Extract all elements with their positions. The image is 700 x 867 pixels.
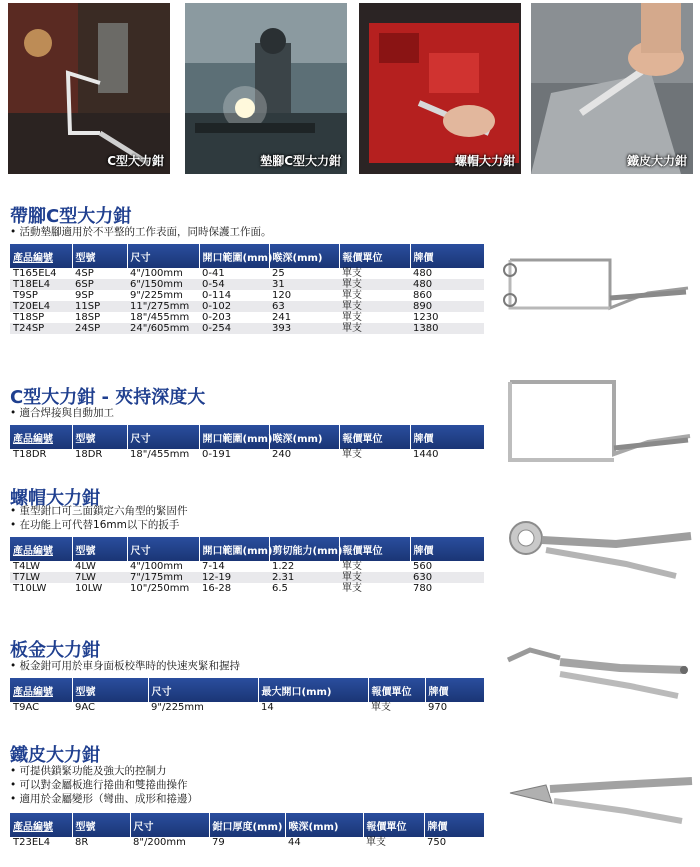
table-cell: 6.5: [272, 583, 288, 594]
column-header: 尺寸: [127, 244, 199, 268]
table-cell: 240: [272, 449, 292, 460]
table-cell: 1230: [413, 312, 439, 323]
table-cell: T24SP: [10, 323, 72, 334]
table-cell: 0-191: [202, 449, 232, 460]
table-cell: 1.22: [272, 561, 295, 572]
table-cell: 480: [413, 268, 433, 279]
workshop-photo-image: [185, 3, 347, 174]
table-cell: 7LW: [72, 572, 127, 583]
spec-table: [10, 813, 484, 848]
column-header: 開口範圍(mm): [199, 425, 269, 449]
sheet-metal-pliers-tool-image: [506, 763, 696, 829]
column-header: 尺寸: [130, 813, 209, 837]
column-header: 牌價: [410, 425, 484, 449]
table-header-row: [10, 537, 484, 561]
table-cell: 120: [272, 290, 292, 301]
spec-table: [10, 678, 484, 713]
table-header-row: [10, 244, 484, 268]
feature-item: • 活動墊腳適用於不平整的工作表面，同時保護工作面。: [10, 225, 272, 239]
table-cell: T4LW: [13, 561, 41, 572]
table-cell: 63: [269, 301, 339, 312]
column-header: 喉深(mm): [285, 813, 363, 837]
table-cell: T10LW: [13, 583, 47, 594]
table-cell: 780: [413, 583, 433, 594]
table-cell: T23EL4: [13, 837, 51, 848]
spec-table: [10, 425, 484, 460]
table-cell: T165EL4: [13, 268, 57, 279]
photo-caption: 鐵皮大力鉗: [626, 154, 687, 168]
column-header: 型號: [72, 813, 130, 837]
table-cell: T7LW: [10, 572, 72, 583]
photo-caption: 墊腳C型大力鉗: [260, 154, 341, 168]
column-header: 最大開口(mm): [258, 678, 368, 702]
column-header: 牌價: [410, 244, 484, 268]
column-header: 牌價: [424, 813, 484, 837]
table-cell: 31: [269, 279, 339, 290]
table-cell: 單支: [366, 837, 386, 848]
table-row: [10, 268, 484, 279]
table-cell: 560: [413, 561, 433, 572]
table-cell: T9AC: [13, 702, 40, 713]
spec-table: [10, 537, 484, 594]
table-cell: 9"/225mm: [151, 702, 204, 713]
table-cell: 860: [413, 290, 433, 301]
column-header: 牌價: [410, 537, 484, 561]
table-cell: 14: [261, 702, 274, 713]
table-cell: 單支: [342, 290, 362, 301]
column-header: 尺寸: [148, 678, 258, 702]
table-row: [10, 449, 484, 460]
table-row: [10, 312, 484, 323]
table-cell: 1380: [410, 323, 484, 334]
column-header: 產品編號: [10, 813, 72, 837]
table-cell: 單支: [339, 279, 410, 290]
column-header: 報價單位: [339, 425, 410, 449]
table-cell: 480: [410, 279, 484, 290]
feature-list: [10, 764, 198, 806]
column-header: 型號: [72, 678, 148, 702]
table-cell: 18DR: [75, 449, 103, 460]
table-cell: 970: [428, 702, 448, 713]
table-cell: 8R: [75, 837, 89, 848]
table-cell: 單支: [371, 702, 391, 713]
table-cell: 0-54: [199, 279, 269, 290]
table-cell: 11"/275mm: [127, 301, 199, 312]
table-cell: 單支: [339, 323, 410, 334]
feature-item: • 板金鉗可用於車身面板校準時的快速夾緊和握持: [10, 659, 240, 673]
table-cell: 630: [410, 572, 484, 583]
table-cell: 7"/175mm: [127, 572, 199, 583]
table-cell: 16-28: [202, 583, 232, 594]
feature-item: • 在功能上可代替16mm以下的扳手: [10, 518, 188, 532]
column-header: 開口範圍(mm): [199, 244, 269, 268]
table-cell: 單支: [342, 268, 362, 279]
column-header: 喉深(mm): [269, 425, 339, 449]
table-cell: 0-41: [202, 268, 225, 279]
column-header: 報價單位: [339, 537, 410, 561]
feature-item: • 可提供鎖緊功能及強大的控制力: [10, 764, 198, 778]
table-cell: 1440: [413, 449, 439, 460]
table-header-row: [10, 813, 484, 837]
table-cell: 4"/100mm: [130, 561, 183, 572]
column-header: 產品編號: [10, 678, 72, 702]
column-header: 型號: [72, 537, 127, 561]
table-cell: 6"/150mm: [127, 279, 199, 290]
feature-list: [10, 406, 114, 420]
table-row: [10, 279, 484, 290]
c-clamp-pad-tool-image: [498, 248, 694, 320]
table-cell: 750: [427, 837, 447, 848]
table-cell: 0-114: [202, 290, 232, 301]
table-cell: 單支: [339, 301, 410, 312]
section-title: 帶腳C型大力鉗: [10, 206, 132, 227]
table-cell: 0-203: [202, 312, 232, 323]
engine-photo-image: [359, 3, 521, 174]
column-header: 牌價: [425, 678, 484, 702]
table-cell: 10"/250mm: [130, 583, 190, 594]
sheet-metal-clamp-tool-image: [500, 640, 694, 704]
table-cell: 25: [272, 268, 285, 279]
feature-list: [10, 504, 188, 532]
feature-item: • 重型鉗口可三面鎖定六角型的緊固件: [10, 504, 188, 518]
feature-list: [10, 659, 240, 673]
column-header: 產品編號: [10, 425, 72, 449]
table-cell: 18"/455mm: [130, 312, 190, 323]
table-cell: 9"/225mm: [130, 290, 183, 301]
table-cell: 79: [212, 837, 225, 848]
photo-nut-locking-pliers: [359, 3, 521, 174]
table-header-row: [10, 425, 484, 449]
table-cell: 12-19: [199, 572, 269, 583]
column-header: 剪切能力(mm): [269, 537, 339, 561]
table-cell: 44: [288, 837, 301, 848]
table-cell: 18"/455mm: [130, 449, 190, 460]
table-cell: 24"/605mm: [127, 323, 199, 334]
spec-table: [10, 244, 484, 334]
photo-caption: C型大力鉗: [107, 154, 164, 168]
table-row: [10, 572, 484, 583]
table-row: [10, 837, 484, 848]
table-cell: 393: [269, 323, 339, 334]
section-title: 鐵皮大力鉗: [10, 745, 100, 766]
nut-locking-pliers-tool-image: [506, 514, 696, 584]
table-cell: 6SP: [72, 279, 127, 290]
table-cell: 18SP: [75, 312, 101, 323]
table-cell: T20EL4: [10, 301, 72, 312]
table-cell: 單支: [342, 312, 362, 323]
table-row: [10, 702, 484, 713]
column-header: 尺寸: [127, 425, 199, 449]
column-header: 尺寸: [127, 537, 199, 561]
column-header: 型號: [72, 244, 127, 268]
table-cell: 0-102: [199, 301, 269, 312]
table-cell: 10LW: [75, 583, 103, 594]
table-cell: 24SP: [72, 323, 127, 334]
table-cell: 4"/100mm: [130, 268, 183, 279]
table-cell: 單支: [342, 449, 362, 460]
table-cell: 8"/200mm: [133, 837, 186, 848]
table-row: [10, 323, 484, 334]
table-cell: T18DR: [13, 449, 47, 460]
table-row: [10, 561, 484, 572]
section-title: 板金大力鉗: [10, 640, 100, 661]
table-header-row: [10, 678, 484, 702]
feature-item: • 適用於金屬變形（彎曲、成形和捲邊）: [10, 792, 198, 806]
column-header: 產品編號: [10, 537, 72, 561]
column-header: 喉深(mm): [269, 244, 339, 268]
table-cell: 單支: [342, 583, 362, 594]
table-cell: 11SP: [72, 301, 127, 312]
photo-caption: 螺帽大力鉗: [454, 154, 515, 168]
photo-sheet-metal-pliers: [531, 3, 693, 174]
feature-item: • 可以對金屬板進行捲曲和雙捲曲操作: [10, 778, 198, 792]
section-title: C型大力鉗 - 夾持深度大: [10, 387, 206, 408]
table-cell: 7-14: [202, 561, 225, 572]
photo-c-clamp: [8, 3, 170, 174]
table-cell: 890: [410, 301, 484, 312]
c-clamp-deep-tool-image: [498, 376, 694, 472]
table-cell: 9SP: [75, 290, 94, 301]
sheet-metal-photo-image: [531, 3, 693, 174]
table-cell: T18SP: [13, 312, 45, 323]
section-title: 螺帽大力鉗: [10, 488, 100, 509]
welding-photo-image: [8, 3, 170, 174]
table-row: [10, 290, 484, 301]
table-cell: 4LW: [75, 561, 96, 572]
table-cell: 241: [272, 312, 292, 323]
table-cell: T9SP: [13, 290, 38, 301]
table-cell: 2.31: [269, 572, 339, 583]
table-cell: 單支: [342, 561, 362, 572]
column-header: 開口範圍(mm): [199, 537, 269, 561]
column-header: 報價單位: [368, 678, 425, 702]
table-cell: 0-254: [199, 323, 269, 334]
column-header: 報價單位: [339, 244, 410, 268]
table-cell: 4SP: [75, 268, 94, 279]
column-header: 報價單位: [363, 813, 424, 837]
column-header: 型號: [72, 425, 127, 449]
table-row: [10, 583, 484, 594]
table-row: [10, 301, 484, 312]
feature-list: [10, 225, 272, 239]
column-header: 產品編號: [10, 244, 72, 268]
table-cell: T18EL4: [10, 279, 72, 290]
column-header: 鉗口厚度(mm): [209, 813, 285, 837]
feature-item: • 適合焊接與自動加工: [10, 406, 114, 420]
table-cell: 單支: [339, 572, 410, 583]
table-cell: 9AC: [75, 702, 96, 713]
photo-pad-c-clamp: [185, 3, 347, 174]
